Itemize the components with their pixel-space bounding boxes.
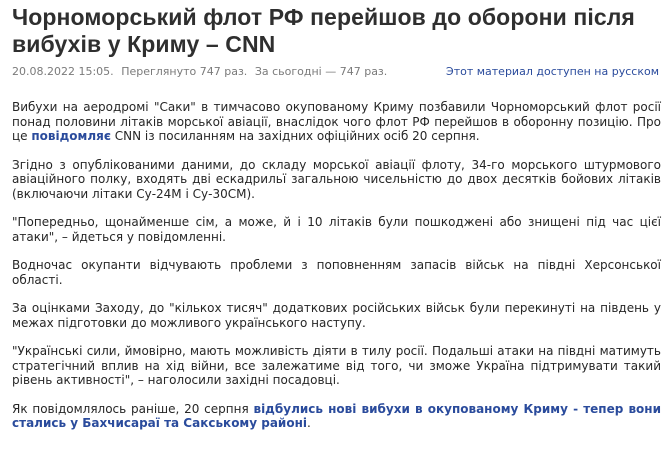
source-link[interactable]: повідомляє: [31, 129, 111, 143]
paragraph-3: "Попередньо, щонайменше сім, а може, й і 10 літаків були пошкоджені або знищені під час цієї атаки", – йдеться у повідомленні.: [12, 215, 661, 244]
paragraph-6: "Українські сили, ймовірно, мають можливість діяти в тилу росії. Подальші атаки на півдні матимуть стратегічний вплив на хід війни, все залежатиме від того, чи зможе Україна підтримувати такий рівень активності", – наголосили західні посадовці.: [12, 344, 661, 387]
paragraph-1-text-a: Вибухи на аеродромі "Саки" в тимчасово окупованому Криму позбавили Чорноморський флот росії понад половини літаків морської авіації, внаслідок чого флот РФ перейшов в оборонну позицію. Про це: [12, 100, 661, 143]
article-body: [12, 100, 661, 431]
paragraph-7: [12, 402, 661, 431]
article-meta: [12, 65, 391, 78]
related-news-link[interactable]: відбулись нові вибухи в окупованому Криму - тепер вони стались у Бахчисараї та Сакському районі: [12, 401, 661, 430]
paragraph-2: Згідно з опублікованими даними, до складу морської авіації флоту, 34-го морського штурмового авіаційного полку, входять дві ескадрильї загальною чисельністю до двох десятків бойових літаків (включаючи літаки Су-24М і Су-30СМ).: [12, 157, 661, 201]
paragraph-1: [12, 100, 661, 144]
paragraph-4: Водночас окупанти відчувають проблеми з поповненням запасів військ на півдні Херсонської області.: [12, 258, 661, 287]
views-total: Переглянуто 747 раз.: [121, 65, 248, 78]
russian-version-link[interactable]: Этот материал доступен на русском: [446, 65, 659, 78]
meta-row: [12, 65, 661, 78]
views-today: За сьогодні — 747 раз.: [254, 65, 388, 78]
paragraph-1-text-b: CNN із посиланням на західних офіційних осіб 20 серпня.: [110, 129, 480, 143]
paragraph-7-text-b: .: [306, 416, 311, 430]
publish-date: 20.08.2022 15:05.: [12, 65, 114, 78]
article-title: Чорноморський флот РФ перейшов до оборони після вибухів у Криму – CNN: [12, 4, 635, 57]
paragraph-5: За оцінками Заходу, до "кількох тисяч" додаткових російських військ були перекинуті на південь у межах підготовки до можливого українського наступу.: [12, 301, 661, 330]
paragraph-7-text-a: Як повідомлялось раніше, 20 серпня: [12, 401, 254, 416]
